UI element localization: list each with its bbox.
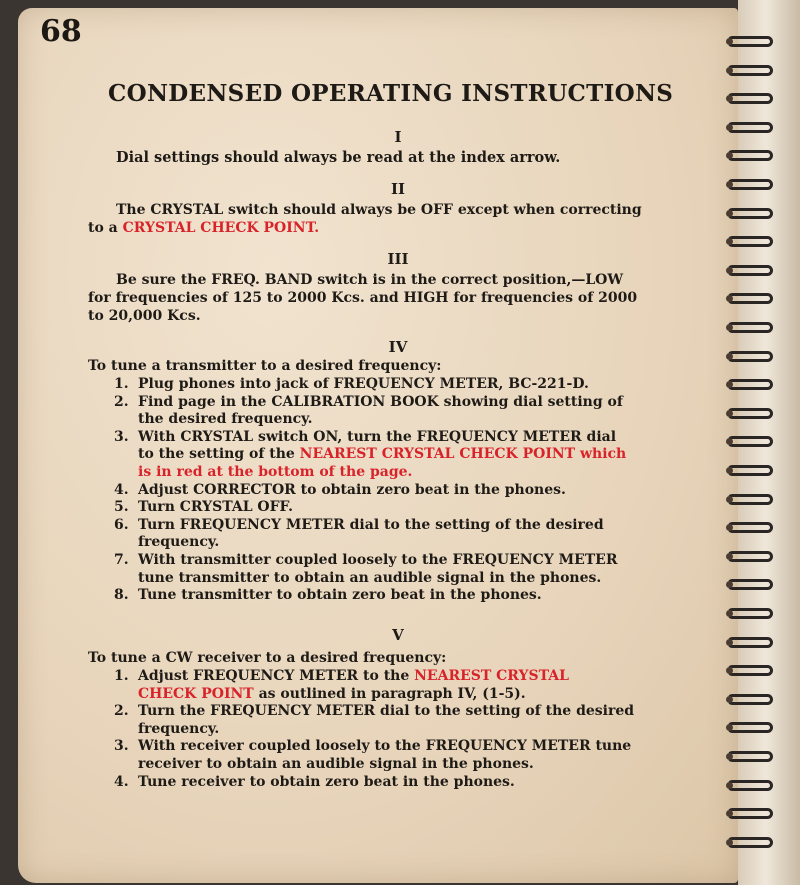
step-number: 7. — [114, 551, 129, 568]
punch-hole — [726, 410, 733, 417]
step-number: 2. — [114, 703, 129, 720]
spiral-ring — [727, 93, 773, 104]
spiral-ring — [727, 579, 773, 590]
step-line: With CRYSTAL switch ON, turn the FREQUENCY METER dial — [138, 428, 617, 445]
spiral-ring — [727, 122, 773, 133]
list-item — [114, 774, 714, 792]
punch-hole — [726, 696, 733, 703]
spiral-ring — [727, 322, 773, 333]
step-text: Adjust FREQUENCY METER to the — [138, 668, 410, 684]
step-number: 6. — [114, 516, 129, 533]
section-3-line-1: Be sure the FREQ. BAND switch is in the correct position,—LOW — [116, 272, 624, 288]
section-4-intro: To tune a transmitter to a desired frequency: — [88, 358, 442, 374]
step-number: 4. — [114, 481, 129, 498]
section-3-line-3: to 20,000 Kcs. — [88, 308, 201, 324]
spiral-ring — [727, 494, 773, 505]
spiral-ring — [727, 665, 773, 676]
page-number: 68 — [40, 14, 82, 49]
step-line: Find page in the CALIBRATION BOOK showing dial setting of — [138, 393, 623, 410]
step-line: the desired frequency. — [138, 411, 313, 428]
spiral-ring — [727, 293, 773, 304]
step-line: frequency. — [138, 534, 220, 551]
step-text: as outlined in paragraph IV, (1-5). — [258, 685, 526, 702]
section-5-intro: To tune a CW receiver to a desired frequency: — [88, 650, 447, 666]
section-2-text-b: to a — [88, 220, 118, 236]
step-line: frequency. — [138, 720, 220, 737]
spiral-ring — [727, 608, 773, 619]
list-item — [114, 552, 714, 587]
list-item — [114, 738, 714, 773]
spiral-ring — [727, 236, 773, 247]
step-line — [138, 446, 714, 464]
punch-hole — [726, 839, 733, 846]
spiral-ring — [727, 465, 773, 476]
step-text: Adjust CORRECTOR to obtain zero beat in the phones. — [138, 481, 566, 498]
list-item — [114, 703, 714, 738]
step-text: Tune transmitter to obtain zero beat in the phones. — [138, 587, 542, 604]
punch-hole — [726, 553, 733, 560]
spiral-ring — [727, 179, 773, 190]
section-2-line-2 — [88, 220, 319, 237]
punch-hole — [726, 38, 733, 45]
spiral-ring — [727, 150, 773, 161]
step-number: 5. — [114, 499, 129, 516]
step-line — [138, 686, 714, 704]
spiral-ring — [727, 637, 773, 648]
crystal-check-point-red-text: CRYSTAL CHECK POINT. — [122, 220, 320, 236]
step-line: receiver to obtain an audible signal in the phones. — [138, 755, 534, 772]
page-title: CONDENSED OPERATING INSTRUCTIONS — [108, 80, 674, 107]
red-text: CHECK POINT — [138, 685, 254, 702]
punch-hole — [726, 324, 733, 331]
step-line: tune transmitter to obtain an audible signal in the phones. — [138, 569, 602, 586]
punch-hole — [726, 210, 733, 217]
step-text: Plug phones into jack of FREQUENCY METER, BC-221-D. — [138, 376, 589, 392]
spiral-ring — [727, 408, 773, 419]
list-item — [114, 587, 714, 605]
section-2-line-1: The CRYSTAL switch should always be OFF except when correcting — [116, 202, 642, 218]
step-line: Turn FREQUENCY METER dial to the setting of the desired — [138, 516, 604, 533]
section-4-steps — [114, 376, 714, 605]
list-item — [114, 517, 714, 552]
red-text: is in red at the bottom of the page. — [138, 463, 413, 480]
spiral-ring — [727, 351, 773, 362]
spiral-ring — [727, 551, 773, 562]
step-number: 1. — [114, 668, 129, 684]
list-item — [114, 376, 714, 394]
list-item — [114, 429, 714, 482]
spiral-ring — [727, 265, 773, 276]
punch-hole — [726, 181, 733, 188]
spiral-ring — [727, 780, 773, 791]
section-2-numeral: II — [390, 180, 406, 198]
red-text: NEAREST CRYSTAL CHECK POINT which — [299, 446, 627, 463]
section-1-text: Dial settings should always be read at the index arrow. — [116, 149, 561, 166]
step-number: 3. — [114, 428, 129, 445]
list-item — [114, 668, 714, 703]
step-text: to the setting of the — [138, 446, 295, 463]
punch-hole — [726, 353, 733, 360]
step-text: Tune receiver to obtain zero beat in the phones. — [138, 773, 515, 790]
punch-hole — [726, 782, 733, 789]
punch-hole — [726, 496, 733, 503]
spiral-ring — [727, 65, 773, 76]
step-number: 4. — [114, 773, 129, 790]
step-line: With receiver coupled loosely to the FREQUENCY METER tune — [138, 738, 632, 755]
section-3-numeral: III — [387, 250, 409, 268]
section-5-numeral: V — [392, 626, 404, 644]
punch-hole — [726, 124, 733, 131]
step-number: 2. — [114, 393, 129, 410]
section-5-steps — [114, 668, 714, 791]
section-1-numeral: I — [394, 128, 402, 146]
spiral-ring — [727, 208, 773, 219]
spiral-ring — [727, 436, 773, 447]
section-4-numeral: IV — [388, 338, 408, 356]
step-line: Turn the FREQUENCY METER dial to the setting of the desired — [138, 703, 635, 720]
step-number: 1. — [114, 376, 129, 392]
punch-hole — [726, 610, 733, 617]
step-text: Turn CRYSTAL OFF. — [138, 499, 293, 516]
spiral-ring — [727, 722, 773, 733]
punch-hole — [726, 753, 733, 760]
spiral-ring — [727, 36, 773, 47]
step-number: 3. — [114, 738, 129, 755]
punch-hole — [726, 67, 733, 74]
punch-hole — [726, 267, 733, 274]
punch-hole — [726, 639, 733, 646]
spiral-ring — [727, 694, 773, 705]
list-item — [114, 394, 714, 429]
list-item — [114, 499, 714, 517]
step-line — [138, 668, 714, 686]
spiral-ring — [727, 808, 773, 819]
step-line: With transmitter coupled loosely to the FREQUENCY METER — [138, 551, 618, 568]
red-text: NEAREST CRYSTAL — [414, 668, 569, 684]
list-item — [114, 482, 714, 500]
spiral-ring — [727, 522, 773, 533]
step-number: 8. — [114, 587, 129, 604]
spiral-ring — [727, 837, 773, 848]
spiral-ring — [727, 379, 773, 390]
section-3-line-2: for frequencies of 125 to 2000 Kcs. and HIGH for frequencies of 2000 — [88, 290, 638, 306]
spiral-ring — [727, 751, 773, 762]
punch-hole — [726, 467, 733, 474]
